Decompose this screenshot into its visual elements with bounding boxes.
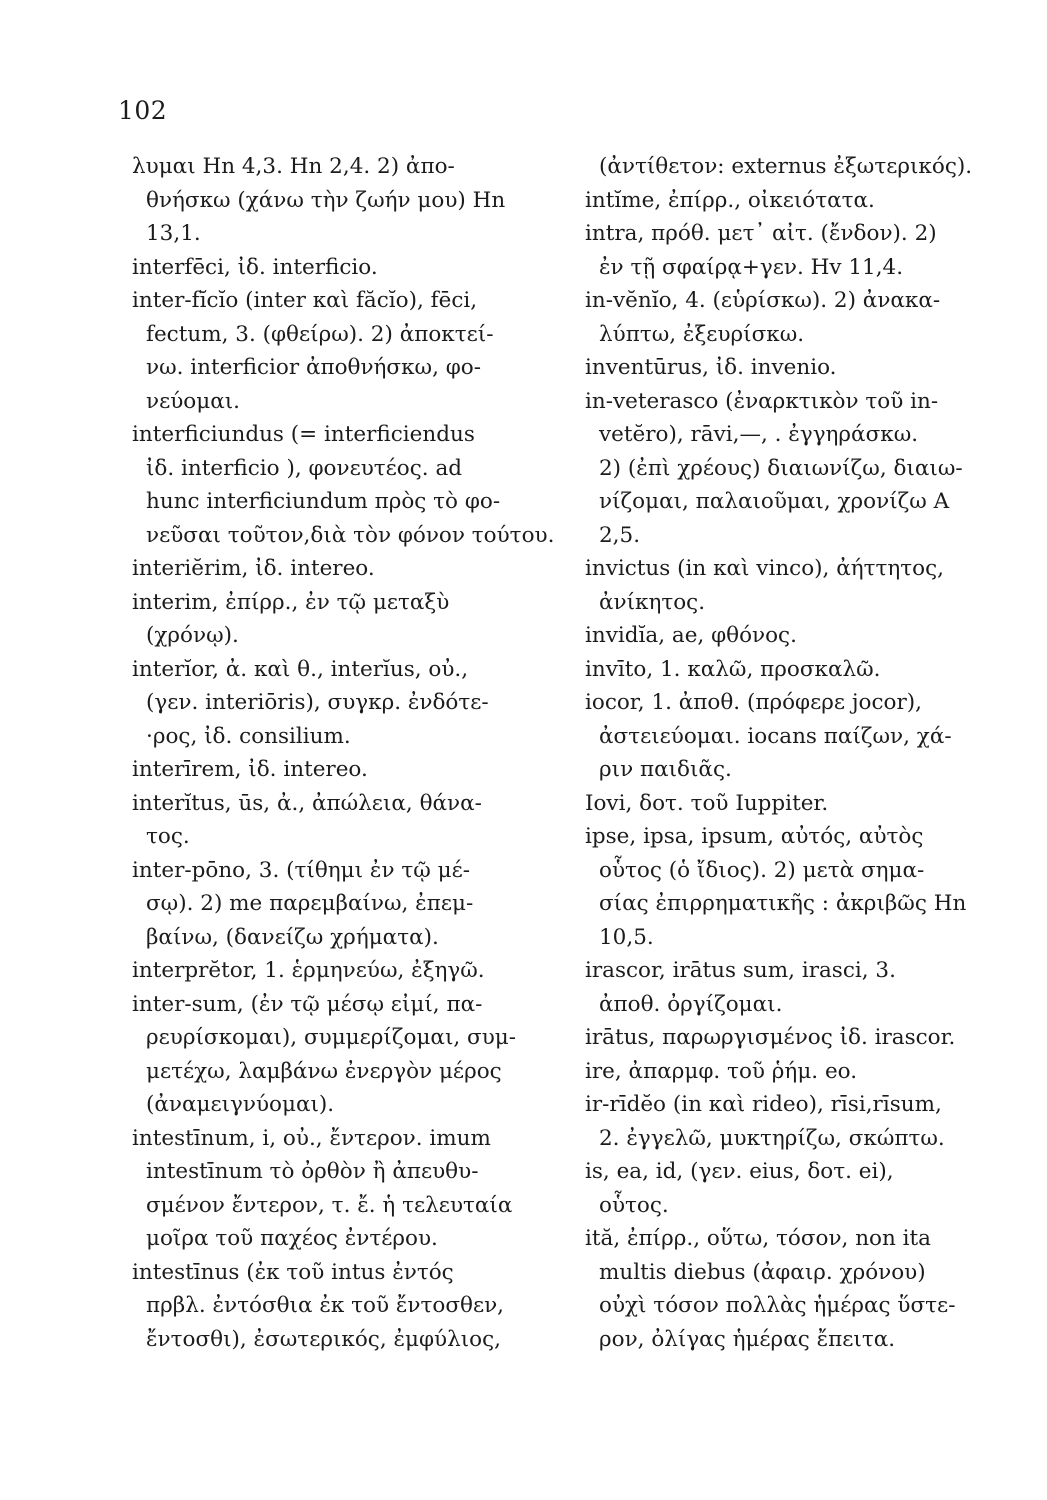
dictionary-line: intestīnum τὸ ὀρθὸν ἢ ἀπευθυ-	[146, 1159, 479, 1184]
dictionary-line: interim, ἐπίρρ., ἐν τῷ μεταξὺ	[132, 589, 450, 615]
dictionary-line: νεῦσαι τοῦτον,διὰ τὸν φόνον τούτου.	[146, 522, 555, 548]
dictionary-line: λύπτω, ἐξευρίσκω.	[599, 321, 805, 347]
dictionary-line: ριν παιδιᾶς.	[599, 757, 732, 782]
dictionary-line: θνήσκω (χάνω τὴν ζωήν μου) Hn	[146, 187, 506, 213]
dictionary-line: interĭor, ἀ. καὶ θ., interĭus, οὐ.,	[132, 656, 469, 682]
dictionary-line: vetĕro), rāvi,—, . ἐγγηράσκω.	[599, 422, 919, 447]
dictionary-line: intestīnus (ἐκ τοῦ intus ἐντός	[132, 1259, 454, 1285]
dictionary-line: 10,5.	[599, 924, 654, 950]
dictionary-line: interiĕrim, ἰδ. intereo.	[132, 556, 375, 581]
right-column	[585, 150, 1025, 1356]
dictionary-line: invidĭa, ae, φθόνος.	[585, 623, 797, 648]
dictionary-line: βαίνω, (δανείζω χρήματα).	[146, 924, 439, 950]
dictionary-line: inter-pōno, 3. (τίθημι ἐν τῷ μέ-	[132, 857, 470, 883]
dictionary-line: 2) (ἐπὶ χρέους) διαιωνίζω, διαιω-	[599, 455, 963, 481]
dictionary-line: ἐν τῇ σφαίρᾳ+γεν. Hv 11,4.	[599, 254, 904, 280]
dictionary-line: interīrem, ἰδ. intereo.	[132, 757, 368, 782]
dictionary-line: 2. ἐγγελῶ, μυκτηρίζω, σκώπτω.	[599, 1125, 945, 1151]
page-number: 102	[118, 96, 168, 125]
dictionary-line: νεύομαι.	[146, 388, 240, 414]
dictionary-line: οὗτος (ὁ ἴδιος). 2) μετὰ σημα-	[599, 857, 925, 883]
left-column	[132, 150, 572, 1356]
dictionary-line: in-veterasco (ἐναρκτικὸν τοῦ in-	[585, 388, 939, 414]
dictionary-line: ·ρος, ἰδ. consilium.	[146, 723, 351, 749]
dictionary-line: inter-sum, (ἐν τῷ μέσῳ εἰμί, πα-	[132, 991, 483, 1017]
dictionary-line: ire, ἀπαρμφ. τοῦ ῥήμ. eo.	[585, 1058, 858, 1084]
dictionary-line: μετέχω, λαμβάνω ἐνεργὸν μέρος	[146, 1058, 502, 1084]
dictionary-line: οὐχὶ τόσον πολλὰς ἡμέρας ὕστε-	[599, 1293, 956, 1318]
dictionary-line: ἀποθ. ὀργίζομαι.	[599, 991, 783, 1017]
dictionary-line: ită, ἐπίρρ., οὕτω, τόσον, non ita	[585, 1226, 931, 1251]
dictionary-line: intestīnum, i, οὐ., ἔντερον. imum	[132, 1125, 491, 1151]
dictionary-line: (χρόνῳ).	[146, 623, 239, 648]
dictionary-line: ρον, ὀλίγας ἡμέρας ἔπειτα.	[599, 1326, 896, 1352]
dictionary-line: interfēci, ἰδ. interficio.	[132, 254, 378, 280]
dictionary-line: iocor, 1. ἀποθ. (πρόφερε jocor),	[585, 690, 922, 715]
dictionary-line: 2,5.	[599, 522, 641, 548]
dictionary-line: hunc interficiundum πρὸς τὸ φο-	[146, 489, 501, 514]
dictionary-line: inventūrus, ἰδ. invenio.	[585, 355, 837, 380]
dictionary-line: ir-rīdĕo (in καὶ rideo), rīsi,rīsum,	[585, 1092, 942, 1117]
dictionary-line: λυμαι Hn 4,3. Hn 2,4. 2) ἀπο-	[132, 154, 455, 179]
dictionary-line: irātus, παρωργισμένος ἰδ. irascor.	[585, 1025, 956, 1050]
dictionary-line: inter-fĭcĭo (inter καὶ făcĭo), fēci,	[132, 288, 478, 313]
dictionary-line: σῳ). 2) me παρεμβαίνω, ἐπεμ-	[146, 891, 474, 916]
dictionary-line: in-vĕnĭo, 4. (εὑρίσκω). 2) ἀνακα-	[585, 288, 941, 313]
dictionary-line: ἰδ. interficio ), φονευτέος. ad	[146, 455, 463, 481]
dictionary-line: invictus (in καὶ vinco), ἀήττητος,	[585, 556, 945, 581]
dictionary-line: (ἀντίθετον: externus ἐξωτερικός).	[599, 154, 973, 179]
dictionary-line: is, ea, id, (γεν. eius, δοτ. ei),	[585, 1159, 894, 1184]
dictionary-line: interĭtus, ūs, ἀ., ἀπώλεια, θάνα-	[132, 790, 482, 816]
dictionary-line: (γεν. interiōris), συγκρ. ἐνδότε-	[146, 690, 489, 715]
dictionary-line: intĭme, ἐπίρρ., οἰκειότατα.	[585, 187, 875, 213]
dictionary-line: intra, πρόθ. μετ᾽ αἰτ. (ἔνδον). 2)	[585, 221, 937, 246]
dictionary-line: irascor, irātus sum, irasci, 3.	[585, 958, 896, 983]
dictionary-line: multis diebus (ἀφαιρ. χρόνου)	[599, 1259, 926, 1285]
dictionary-line: ἀστειεύομαι. iocans παίζων, χά-	[599, 723, 952, 749]
dictionary-line: fectum, 3. (φθείρω). 2) ἀποκτεί-	[146, 321, 494, 347]
dictionary-line: τος.	[146, 824, 190, 849]
dictionary-line: (ἀναμειγνύομαι).	[146, 1092, 335, 1117]
dictionary-line: σίας ἐπιρρηματικῆς : ἀκριβῶς Hn	[599, 891, 967, 916]
dictionary-line: ipse, ipsa, ipsum, αὐτός, αὐτὸς	[585, 824, 924, 849]
dictionary-line: 13,1.	[146, 221, 201, 246]
dictionary-line: Iovi, δοτ. τοῦ Iuppiter.	[585, 790, 829, 816]
dictionary-line: ἀνίκητος.	[599, 589, 706, 615]
dictionary-line: invīto, 1. καλῶ, προσκαλῶ.	[585, 656, 881, 682]
dictionary-line: νίζομαι, παλαιοῦμαι, χρονίζω A	[599, 489, 950, 514]
dictionary-line: ρευρίσκομαι), συμμερίζομαι, συμ-	[146, 1025, 517, 1050]
dictionary-line: ἔντοσθι), ἐσωτερικός, ἐμφύλιος,	[146, 1326, 502, 1352]
dictionary-line: πρβλ. ἐντόσθια ἐκ τοῦ ἔντοσθεν,	[146, 1293, 505, 1318]
dictionary-line: interprĕtor, 1. ἑρμηνεύω, ἐξηγῶ.	[132, 958, 485, 983]
dictionary-line: μοῖρα τοῦ παχέος ἐντέρου.	[146, 1226, 438, 1251]
dictionary-line: νω. interficior ἀποθνήσκω, φο-	[146, 355, 482, 380]
dictionary-line: interficiundus (= interficiendus	[132, 422, 475, 447]
dictionary-line: οὗτος.	[599, 1192, 669, 1218]
dictionary-line: σμένον ἔντερον, τ. ἔ. ἡ τελευταία	[146, 1192, 513, 1218]
